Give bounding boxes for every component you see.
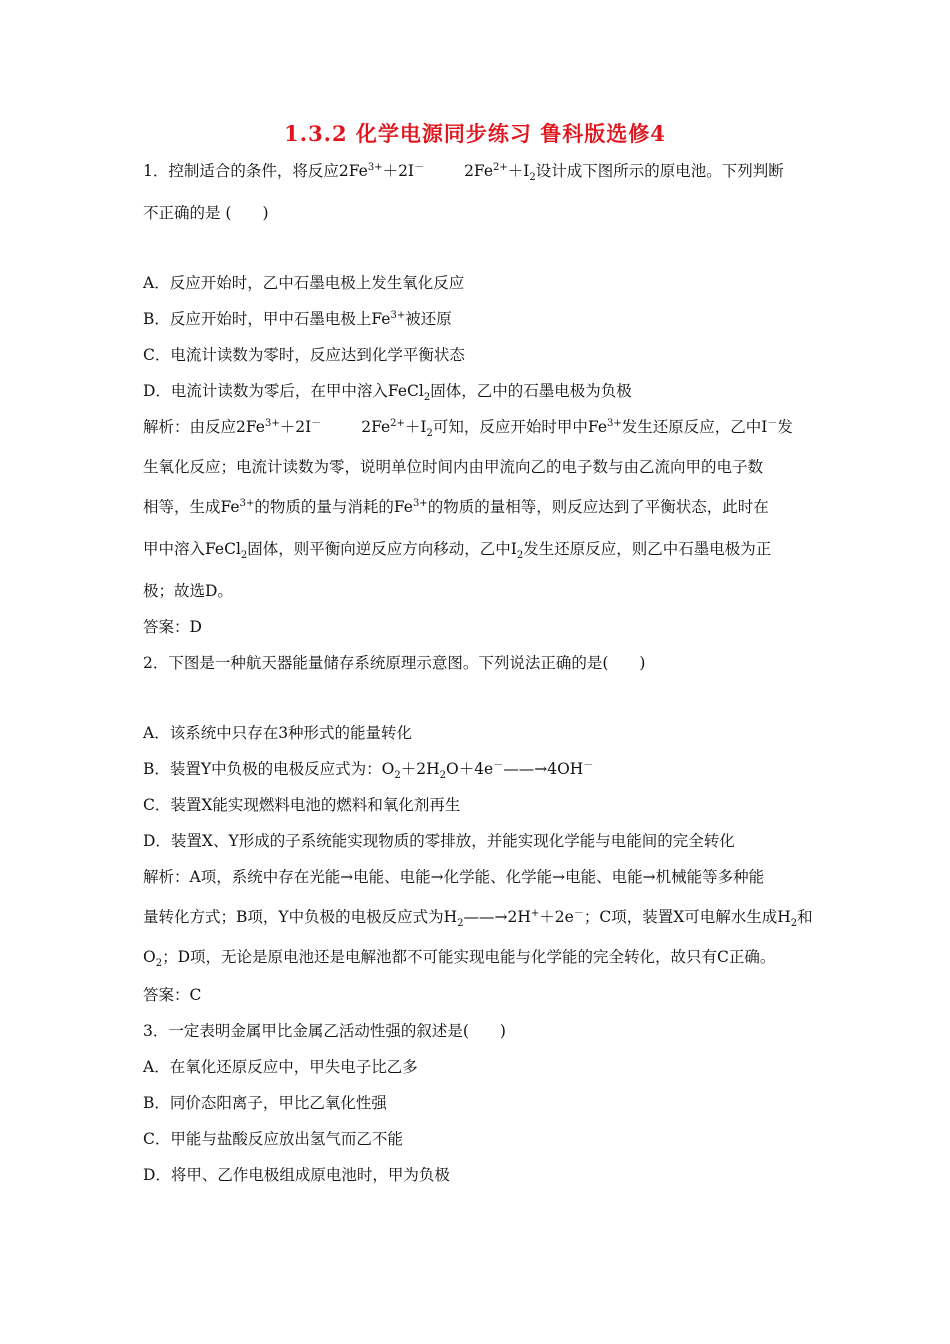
text-run: ＋2e (539, 908, 574, 926)
q1-analysis-line5: 极；故选D。 (143, 582, 233, 600)
subscript: 2 (439, 770, 446, 782)
superscript: + (530, 907, 540, 919)
text-run: ；C项，装置X可电解水生成H (583, 908, 791, 926)
superscript: 3+ (264, 417, 280, 429)
q2-option-d: D．装置X、Y形成的子系统能实现物质的零排放，并能实现化学能与电能间的完全转化 (143, 832, 735, 850)
q2-option-b (143, 758, 833, 780)
text-run: 发 (777, 418, 793, 436)
q1-analysis-line3 (143, 496, 833, 518)
superscript: 3+ (367, 161, 383, 173)
q2-option-a: A．该系统中只存在3种形式的能量转化 (143, 724, 413, 742)
q3-option-b: B．同价态阳离子，甲比乙氧化性强 (143, 1094, 387, 1112)
subscript: 2 (423, 392, 431, 404)
text-run: 解析：由反应2Fe (143, 418, 265, 436)
q2-answer: 答案：C (143, 986, 202, 1004)
q1-answer: 答案：D (143, 618, 202, 636)
text-run: B．反应开始时，甲中石墨电极上Fe (143, 310, 391, 328)
superscript: － (573, 907, 584, 919)
superscript: 3+ (607, 417, 622, 429)
text-run: ＋2I (382, 162, 415, 180)
text-run: 甲中溶入FeCl (143, 540, 241, 558)
text-run: 固体，乙中的石墨电极为负极 (430, 382, 632, 400)
subscript: 2 (529, 172, 536, 184)
q1-option-b (143, 308, 833, 330)
text-run: 设计成下图所示的原电池。下列判断 (535, 162, 784, 180)
q1-analysis-line1 (143, 416, 833, 438)
text-run: O＋4e (445, 760, 494, 778)
q1-option-d (143, 380, 833, 402)
subscript: 2 (790, 918, 798, 930)
text-run: 的物质的量相等，则反应达到了平衡状态，此时在 (427, 498, 769, 516)
text-run: O (143, 948, 156, 966)
q1-stem-line1 (143, 160, 833, 182)
text-run: ＋I (507, 162, 530, 180)
text-run: 相等，生成Fe (143, 498, 240, 516)
superscript: － (493, 759, 504, 771)
text-run: 发生还原反应，乙中I (621, 418, 768, 436)
text-run: 量转化方式；B项，Y中负极的电极反应式为H (143, 908, 458, 926)
text-run: 的物质的量与消耗的Fe (254, 498, 413, 516)
q2-analysis-line2 (143, 906, 833, 928)
text-run: B．装置Y中负极的电极反应式为：O (143, 760, 395, 778)
superscript: － (414, 161, 425, 173)
q3-option-c: C．甲能与盐酸反应放出氢气而乙不能 (143, 1130, 403, 1148)
q3-option-d: D．将甲、乙作电极组成原电池时，甲为负极 (143, 1166, 450, 1184)
text-run: ；D项，无论是原电池还是电解池都不可能实现电能与化学能的完全转化，故只有C正确。 (162, 948, 776, 966)
text-run: 发生还原反应，则乙中石墨电极为正 (523, 540, 772, 558)
q1-analysis-line2: 生氧化反应；电流计读数为零，说明单位时间内由甲流向乙的电子数与由乙流向甲的电子数 (143, 458, 764, 476)
text-run: ——→2H (463, 908, 531, 926)
subscript: 2 (155, 958, 163, 970)
superscript: 3+ (390, 309, 406, 321)
q2-analysis-line1: 解析：A项，系统中存在光能→电能、电能→化学能、化学能→电能、电能→机械能等多种能 (143, 868, 765, 886)
text-run: 2Fe (464, 162, 494, 180)
text-run: 被还原 (405, 310, 452, 328)
text-run: 固体，则平衡向逆反应方向移动，乙中I (247, 540, 517, 558)
q2-analysis-line3 (143, 946, 833, 968)
q3-option-a: A．在氧化还原反应中，甲失电子比乙多 (143, 1058, 418, 1076)
subscript: 2 (457, 918, 464, 930)
subscript: 2 (426, 428, 433, 440)
superscript: － (767, 417, 778, 429)
q1-option-a: A．反应开始时，乙中石墨电极上发生氧化反应 (143, 274, 465, 292)
text-run: D．电流计读数为零后，在甲中溶入FeCl (143, 382, 424, 400)
q1-stem-line2: 不正确的是 ( ) (143, 204, 269, 222)
subscript: 2 (240, 550, 248, 562)
text-run: ＋2I (279, 418, 312, 436)
text-run: 和 (797, 908, 813, 926)
q2-stem: 2．下图是一种航天器能量储存系统原理示意图。下列说法正确的是( ) (143, 654, 646, 672)
q1-option-c: C．电流计读数为零时，反应达到化学平衡状态 (143, 346, 465, 364)
superscript: 3+ (412, 497, 428, 509)
text-run: ＋I (404, 418, 427, 436)
text-run: 2Fe (361, 418, 391, 436)
page-title: 1.3.2 化学电源同步练习 鲁科版选修4 (284, 121, 666, 146)
text-run: 可知，反应开始时甲中Fe (432, 418, 607, 436)
superscript: 2+ (493, 161, 508, 173)
superscript: － (583, 759, 594, 771)
superscript: 3+ (239, 497, 255, 509)
subscript: 2 (516, 550, 524, 562)
text-run: 1．控制适合的条件，将反应2Fe (143, 162, 368, 180)
q2-option-c: C．装置X能实现燃料电池的燃料和氧化剂再生 (143, 796, 461, 814)
subscript: 2 (394, 770, 401, 782)
superscript: － (311, 417, 322, 429)
q3-stem: 3．一定表明金属甲比金属乙活动性强的叙述是( ) (143, 1022, 506, 1040)
text-run: ＋2H (400, 760, 440, 778)
text-run: ——→4OH (503, 760, 584, 778)
superscript: 2+ (390, 417, 405, 429)
q1-analysis-line4 (143, 538, 833, 560)
